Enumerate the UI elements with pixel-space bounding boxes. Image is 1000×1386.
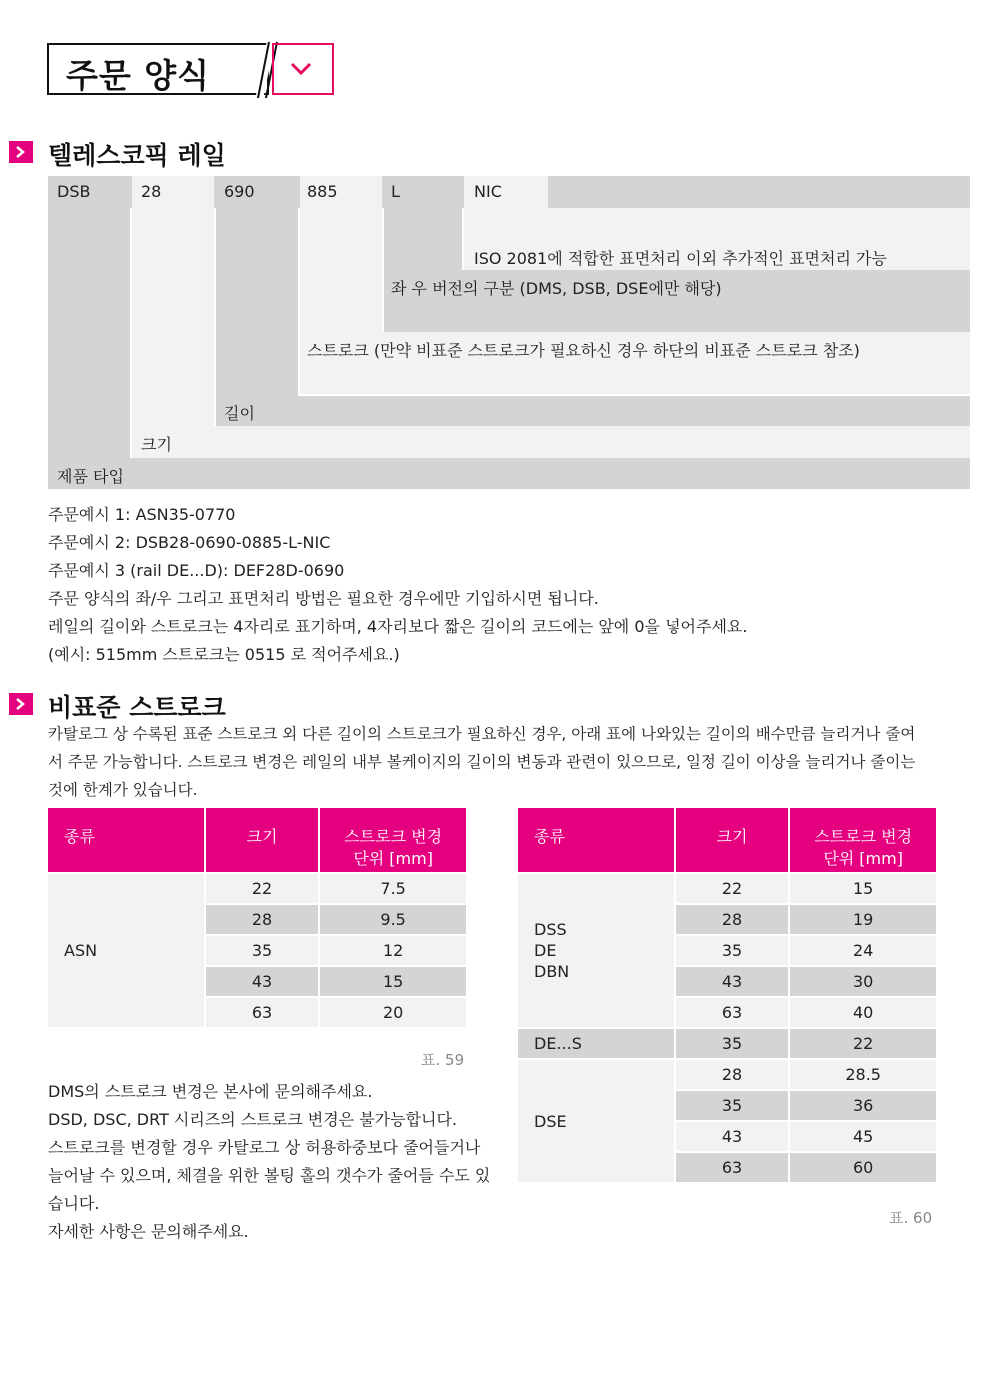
band-length bbox=[216, 396, 970, 426]
size-cell: 35 bbox=[676, 936, 789, 965]
header-size: 크기 bbox=[676, 808, 789, 872]
header-type: 종류 bbox=[48, 808, 204, 872]
header-stroke: 스트로크 변경 단위 [mm] bbox=[790, 808, 936, 872]
step-cell: 22 bbox=[790, 1029, 936, 1058]
size-cell: 22 bbox=[676, 874, 789, 903]
size-cell: 28 bbox=[676, 1060, 789, 1089]
size-cell: 63 bbox=[676, 998, 789, 1027]
intro-line: 서 주문 가능합니다. 스트로크 변경은 레일의 내부 볼케이지의 길이의 변동과 관련이 있으므로, 일정 길이 이상을 늘리거나 줄이는 bbox=[48, 753, 916, 771]
type-cell: DSE bbox=[518, 1060, 674, 1182]
table-row bbox=[518, 874, 936, 903]
step-cell: 15 bbox=[790, 874, 936, 903]
label-side: 좌 우 버전의 구분 (DMS, DSB, DSE에만 해당) bbox=[391, 279, 722, 298]
stroke-table-60 bbox=[516, 806, 938, 1184]
note-line: 늘어날 수 있으며, 체결을 위한 볼팅 홀의 갯수가 줄어들 수도 있 bbox=[48, 1166, 491, 1185]
label-type: 제품 타입 bbox=[57, 467, 124, 486]
table-header-row bbox=[48, 808, 466, 872]
step-cell: 45 bbox=[790, 1122, 936, 1151]
type-cell: DSS DE DBN bbox=[518, 874, 674, 1027]
example-line: 주문예시 3 (rail DE...D): DEF28D-0690 bbox=[48, 561, 345, 580]
note-line: 자세한 사항은 문의해주세요. bbox=[48, 1222, 249, 1241]
code-size: 28 bbox=[141, 182, 162, 201]
type-cell: DE...S bbox=[518, 1029, 674, 1058]
size-cell: 63 bbox=[676, 1153, 789, 1182]
header-stroke: 스트로크 변경 단위 [mm] bbox=[320, 808, 466, 872]
size-cell: 63 bbox=[206, 998, 319, 1027]
note-line: DMS의 스트로크 변경은 본사에 문의해주세요. bbox=[48, 1082, 373, 1101]
table-row bbox=[518, 1029, 936, 1058]
code-col-type bbox=[48, 176, 130, 489]
section-title-telescopic: 텔레스코픽 레일 bbox=[48, 141, 226, 170]
band-type bbox=[48, 458, 970, 489]
size-cell: 28 bbox=[206, 905, 319, 934]
section-title-nonstandard-stroke: 비표준 스트로크 bbox=[48, 693, 226, 722]
size-cell: 43 bbox=[206, 967, 319, 996]
note-line: 스트로크를 변경할 경우 카탈로그 상 허용하중보다 줄어들거나 bbox=[48, 1138, 481, 1157]
code-surface: NIC bbox=[474, 182, 502, 201]
table-caption-59: 표. 59 bbox=[421, 1051, 465, 1069]
header-size: 크기 bbox=[206, 808, 319, 872]
code-type: DSB bbox=[57, 182, 91, 201]
note-line: 주문 양식의 좌/우 그리고 표면처리 방법은 필요한 경우에만 기입하시면 됩니다. bbox=[48, 589, 599, 608]
stroke-notes bbox=[48, 1078, 508, 1246]
size-cell: 35 bbox=[206, 936, 319, 965]
example-line: 주문예시 1: ASN35-0770 bbox=[48, 505, 236, 524]
table-caption-60: 표. 60 bbox=[889, 1209, 933, 1227]
type-cell: ASN bbox=[48, 874, 204, 1027]
section-arrow-icon bbox=[9, 141, 33, 163]
code-length: 690 bbox=[224, 182, 255, 201]
step-cell: 28.5 bbox=[790, 1060, 936, 1089]
size-cell: 35 bbox=[676, 1029, 789, 1058]
page-title: 주문 양식 bbox=[66, 56, 211, 95]
code-col-length bbox=[216, 208, 298, 396]
note-line: (예시: 515mm 스트로크는 0515 로 적어주세요.) bbox=[48, 645, 400, 664]
chevron-down-icon bbox=[289, 59, 313, 79]
note-line: DSD, DSC, DRT 시리즈의 스트로크 변경은 불가능합니다. bbox=[48, 1110, 458, 1129]
label-size: 크기 bbox=[141, 435, 172, 454]
size-cell: 43 bbox=[676, 1122, 789, 1151]
step-cell: 12 bbox=[320, 936, 466, 965]
step-cell: 9.5 bbox=[320, 905, 466, 934]
note-line: 습니다. bbox=[48, 1194, 100, 1213]
step-cell: 19 bbox=[790, 905, 936, 934]
note-line: 레일의 길이와 스트로크는 4자리로 표기하며, 4자리보다 짧은 길이의 코드에는 앞에 0을 넣어주세요. bbox=[48, 617, 748, 636]
section-arrow-icon bbox=[9, 693, 33, 715]
label-stroke: 스트로크 (만약 비표준 스트로크가 필요하신 경우 하단의 비표준 스트로크 참조) bbox=[307, 341, 860, 360]
band-size bbox=[132, 426, 970, 458]
label-length: 길이 bbox=[224, 404, 255, 423]
size-cell: 43 bbox=[676, 967, 789, 996]
step-cell: 60 bbox=[790, 1153, 936, 1182]
size-cell: 28 bbox=[676, 905, 789, 934]
example-line: 주문예시 2: DSB28-0690-0885-L-NIC bbox=[48, 533, 331, 552]
step-cell: 40 bbox=[790, 998, 936, 1027]
step-cell: 7.5 bbox=[320, 874, 466, 903]
size-cell: 35 bbox=[676, 1091, 789, 1120]
table-row bbox=[518, 1060, 936, 1089]
intro-line: 것에 한계가 있습니다. bbox=[48, 781, 198, 799]
nonstandard-intro bbox=[48, 720, 983, 804]
table-header-row bbox=[518, 808, 936, 872]
step-cell: 24 bbox=[790, 936, 936, 965]
label-surface: ISO 2081에 적합한 표면처리 이외 추가적인 표면처리 가능 bbox=[474, 249, 887, 268]
intro-line: 카탈로그 상 수록된 표준 스트로크 외 다른 길이의 스트로크가 필요하신 경우, 아래 표에 나와있는 길이의 배수만큼 늘리거나 줄여 bbox=[48, 725, 916, 743]
step-cell: 36 bbox=[790, 1091, 936, 1120]
code-side: L bbox=[391, 182, 400, 201]
code-stroke: 885 bbox=[307, 182, 338, 201]
header-type: 종류 bbox=[518, 808, 674, 872]
order-examples bbox=[48, 501, 978, 669]
step-cell: 20 bbox=[320, 998, 466, 1027]
size-cell: 22 bbox=[206, 874, 319, 903]
stroke-table-59 bbox=[46, 806, 468, 1029]
table-row bbox=[48, 874, 466, 903]
step-cell: 15 bbox=[320, 967, 466, 996]
code-col-size bbox=[132, 208, 214, 458]
step-cell: 30 bbox=[790, 967, 936, 996]
